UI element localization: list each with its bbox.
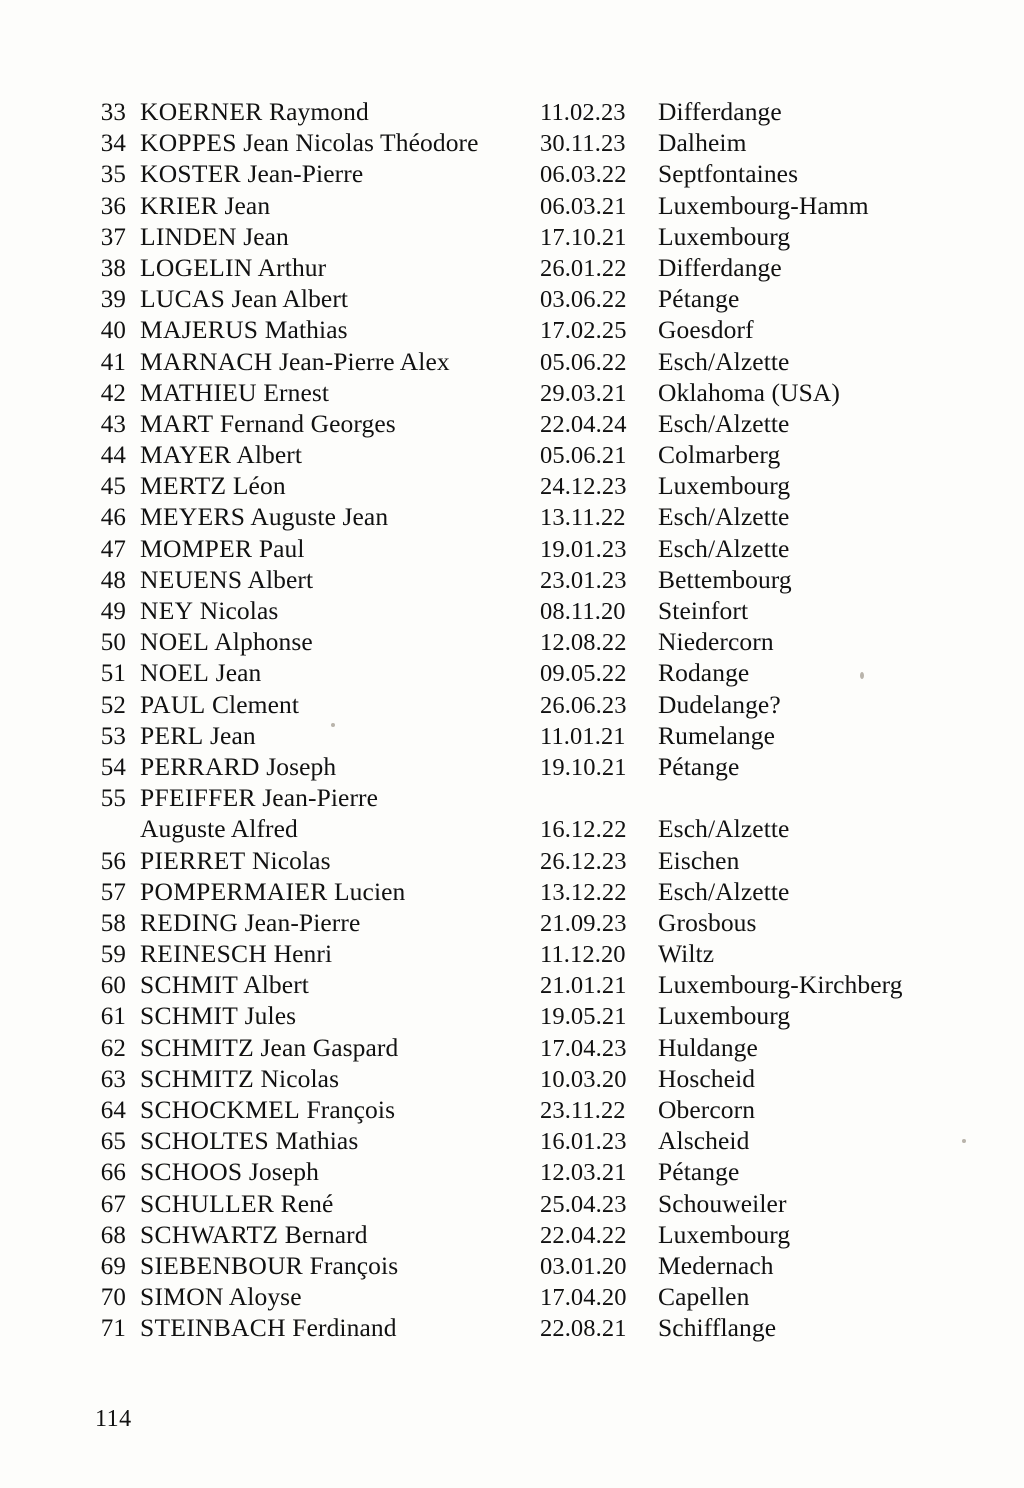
entry-surname: SCHOOS	[140, 1157, 243, 1187]
entry-date: 13.11.22	[540, 504, 626, 532]
entry-given-name: Jean-Pierre	[247, 159, 364, 189]
entry-surname: POMPERMAIER	[140, 876, 328, 906]
entry-row	[92, 439, 972, 470]
entry-given-name: Aloyse	[228, 1282, 302, 1312]
entry-name	[140, 876, 540, 907]
entry-place: Luxembourg-Kirchberg	[658, 970, 903, 1000]
entry-row	[92, 1312, 972, 1343]
entry-date: 06.03.21	[540, 192, 627, 220]
entry-place: Luxembourg-Hamm	[658, 190, 869, 220]
entry-number: 41	[100, 348, 126, 376]
entry-given-name: René	[280, 1188, 334, 1218]
entry-surname: SCHMITZ	[140, 1032, 255, 1062]
entry-name	[140, 1281, 540, 1312]
entry-name	[140, 439, 540, 470]
entry-number: 44	[100, 442, 126, 470]
entry-row	[92, 470, 972, 501]
entry-row	[92, 221, 972, 252]
entry-surname: KOSTER	[140, 159, 241, 189]
entry-number: 54	[100, 753, 126, 781]
entry-given-name: Lucien	[334, 876, 406, 906]
entry-surname: MEYERS	[140, 502, 246, 532]
entry-row	[92, 127, 972, 158]
entry-place: Pétange	[658, 751, 740, 781]
entry-given-name: Nicolas	[260, 1063, 340, 1093]
entry-number: 63	[100, 1065, 126, 1093]
entry-row	[92, 1188, 972, 1219]
entry-place: Esch/Alzette	[658, 502, 790, 532]
entry-given-name: François	[309, 1250, 399, 1280]
entry-date: 29.03.21	[540, 379, 627, 407]
entry-surname: MAJERUS	[140, 315, 259, 345]
entry-given-name: Joseph	[266, 751, 337, 781]
entry-date: 22.08.21	[540, 1315, 627, 1343]
entry-row	[92, 252, 972, 283]
entry-given-name: Albert	[243, 970, 309, 1000]
entry-place: Septfontaines	[658, 159, 799, 189]
entry-number: 51	[100, 660, 126, 688]
entry-place: Eischen	[658, 845, 740, 875]
entry-given-name: Jean-Pierre	[244, 907, 361, 937]
entry-given-name: François	[306, 1095, 396, 1124]
entry-place: Niedercorn	[658, 627, 774, 657]
entry-name	[140, 595, 540, 626]
entry-date: 05.06.22	[540, 348, 627, 376]
entry-row	[92, 876, 972, 907]
entry-given-name: Jean	[215, 658, 262, 688]
entry-number: 65	[100, 1128, 126, 1156]
entry-given-name: Léon	[232, 471, 286, 501]
entry-date: 23.01.23	[540, 566, 627, 594]
entry-name	[140, 1156, 540, 1187]
entry-name	[140, 377, 540, 408]
entry-name	[140, 314, 540, 345]
entry-row	[92, 158, 972, 189]
entry-name	[140, 1094, 540, 1125]
entry-given-name: Henri	[273, 939, 333, 969]
entry-row-continuation	[92, 813, 972, 844]
entry-date: 16.01.23	[540, 1128, 627, 1156]
entry-row	[92, 907, 972, 938]
entry-surname: KRIER	[140, 190, 218, 220]
entry-name	[140, 751, 540, 782]
entry-date: 03.01.20	[540, 1252, 627, 1280]
entry-date: 12.08.22	[540, 629, 627, 657]
entry-given-name: Auguste Jean	[250, 502, 389, 532]
entry-date: 09.05.22	[540, 660, 627, 688]
entry-number: 64	[100, 1097, 126, 1124]
entry-given-name: Jean	[224, 190, 271, 220]
entry-number: 40	[100, 317, 126, 345]
entry-given-name: Raymond	[269, 97, 369, 126]
entry-number: 47	[100, 535, 126, 563]
entry-row	[92, 564, 972, 595]
entry-number: 43	[100, 410, 126, 438]
entry-name	[140, 221, 540, 252]
entry-surname: SCHOCKMEL	[140, 1095, 300, 1124]
page-number: 114	[95, 1406, 132, 1432]
entry-surname: PIERRET	[140, 845, 246, 875]
entry-number: 69	[100, 1252, 126, 1280]
entry-given-name: Albert	[247, 564, 314, 594]
entry-number: 62	[100, 1034, 126, 1062]
entry-surname: NEUENS	[140, 564, 243, 594]
entry-given-name: Jean Nicolas Théodore	[243, 128, 479, 158]
entry-surname: PAUL	[140, 689, 206, 719]
entry-name	[140, 408, 540, 439]
entry-number: 61	[100, 1003, 126, 1031]
entry-number: 71	[100, 1315, 126, 1343]
entry-surname: LINDEN	[140, 221, 237, 251]
entry-name	[140, 1125, 540, 1156]
entry-given-name-continued: Auguste Alfred	[140, 814, 298, 844]
entry-date: 30.11.23	[540, 130, 626, 158]
entry-place: Esch/Alzette	[658, 408, 790, 438]
entry-row	[92, 283, 972, 314]
entry-given-name: Fernand Georges	[219, 408, 396, 438]
entry-list	[92, 96, 972, 1344]
entry-name	[140, 907, 540, 938]
entry-place: Goesdorf	[658, 315, 754, 345]
entry-surname: MARNACH	[140, 346, 273, 376]
entry-row	[92, 1219, 972, 1250]
entry-surname: LOGELIN	[140, 252, 253, 282]
entry-surname: SCHMIT	[140, 970, 239, 1000]
entry-place: Alscheid	[658, 1126, 750, 1156]
entry-place: Esch/Alzette	[658, 876, 790, 906]
entry-given-name: Clement	[211, 689, 300, 719]
entry-place: Oklahoma (USA)	[658, 377, 840, 407]
entry-number: 57	[100, 878, 126, 906]
entry-place: Pétange	[658, 1157, 740, 1187]
entry-date: 21.09.23	[540, 909, 627, 937]
entry-row	[92, 533, 972, 564]
entry-place: Schifflange	[658, 1313, 777, 1343]
entry-date: 11.01.21	[540, 722, 626, 750]
entry-row	[92, 314, 972, 345]
entry-date: 26.12.23	[540, 847, 627, 875]
entry-number: 39	[100, 286, 126, 314]
entry-date: 12.03.21	[540, 1159, 627, 1187]
entry-row	[92, 720, 972, 751]
entry-name	[140, 1000, 540, 1031]
entry-place: Colmarberg	[658, 440, 781, 470]
entry-date: 26.01.22	[540, 254, 627, 282]
entry-date: 23.11.22	[540, 1097, 626, 1124]
entry-name	[140, 470, 540, 501]
entry-date: 24.12.23	[540, 473, 627, 501]
entry-name	[140, 533, 540, 564]
entry-given-name: Ernest	[263, 377, 330, 407]
entry-name	[140, 1032, 540, 1063]
entry-surname: STEINBACH	[140, 1313, 286, 1343]
entry-date: 10.03.20	[540, 1065, 627, 1093]
entry-surname: PERL	[140, 720, 204, 750]
entry-number: 49	[100, 598, 126, 625]
entry-name	[140, 346, 540, 377]
entry-number: 60	[100, 972, 126, 1000]
entry-date: 05.06.21	[540, 442, 627, 470]
entry-surname: REINESCH	[140, 939, 268, 969]
entry-place: Esch/Alzette	[658, 346, 790, 376]
entry-name	[140, 283, 540, 314]
entry-given-name: Ferdinand	[292, 1313, 397, 1343]
entry-row	[92, 408, 972, 439]
entry-date: 26.06.23	[540, 691, 627, 719]
entry-surname: LUCAS	[140, 284, 226, 314]
entry-name	[140, 782, 540, 813]
entry-date: 17.04.20	[540, 1284, 627, 1312]
entry-given-name: Jean-Pierre	[262, 783, 379, 813]
entry-name	[140, 720, 540, 751]
entry-number: 70	[100, 1284, 126, 1312]
entry-place: Pétange	[658, 284, 740, 314]
entry-row	[92, 377, 972, 408]
entry-place: Schouweiler	[658, 1188, 787, 1218]
entry-date: 16.12.22	[540, 816, 627, 844]
entry-place: Medernach	[658, 1250, 774, 1280]
entry-row	[92, 1156, 972, 1187]
entry-row	[92, 595, 972, 626]
entry-place: Steinfort	[658, 596, 749, 625]
entry-row	[92, 96, 972, 127]
entry-place: Esch/Alzette	[658, 814, 790, 844]
entry-given-name: Albert	[236, 440, 303, 470]
entry-surname: MERTZ	[140, 471, 227, 501]
entry-surname: SCHMIT	[140, 1001, 239, 1031]
entry-name	[140, 158, 540, 189]
entry-name	[140, 501, 540, 532]
entry-given-name: Paul	[258, 533, 305, 563]
entry-name	[140, 252, 540, 283]
entry-number: 53	[100, 722, 126, 750]
entry-row	[92, 190, 972, 221]
entry-place: Luxembourg	[658, 471, 791, 501]
entry-given-name: Jean-Pierre Alex	[278, 346, 450, 376]
entry-surname: SIMON	[140, 1282, 224, 1312]
entry-name	[140, 938, 540, 969]
entry-row	[92, 346, 972, 377]
entry-surname: SCHWARTZ	[140, 1219, 279, 1249]
entry-surname: NOEL	[140, 627, 210, 657]
entry-row	[92, 1032, 972, 1063]
entry-row	[92, 1281, 972, 1312]
entry-surname: SCHOLTES	[140, 1126, 269, 1156]
entry-number: 34	[100, 130, 126, 158]
entry-row	[92, 845, 972, 876]
entry-number: 46	[100, 504, 126, 532]
entry-surname: MATHIEU	[140, 377, 257, 407]
entry-given-name: Jean Albert	[231, 284, 349, 314]
entry-date: 17.04.23	[540, 1034, 627, 1062]
entry-row	[92, 1250, 972, 1281]
entry-name	[140, 190, 540, 221]
entry-date: 17.02.25	[540, 317, 627, 345]
entry-row	[92, 689, 972, 720]
entry-date: 22.04.22	[540, 1221, 627, 1249]
entry-given-name: Joseph	[248, 1157, 319, 1187]
entry-given-name: Jean	[243, 221, 289, 251]
entry-given-name: Jean	[210, 720, 256, 750]
entry-name	[140, 1219, 540, 1250]
entry-date: 11.02.23	[540, 99, 626, 126]
entry-name	[140, 626, 540, 657]
entry-row	[92, 1000, 972, 1031]
entry-place: Rumelange	[658, 720, 776, 750]
entry-given-name: Jean Gaspard	[260, 1032, 399, 1062]
entry-surname: SCHULLER	[140, 1188, 275, 1218]
entry-given-name: Jules	[244, 1001, 297, 1031]
entry-date: 19.05.21	[540, 1003, 627, 1031]
entry-number: 56	[100, 847, 126, 875]
entry-surname: NEY	[140, 596, 194, 625]
entry-number: 68	[100, 1221, 126, 1249]
entry-date: 19.01.23	[540, 535, 627, 563]
entry-name	[140, 969, 540, 1000]
entry-name	[140, 657, 540, 688]
entry-date: 08.11.20	[540, 598, 626, 625]
entry-row	[92, 657, 972, 688]
entry-date: 22.04.24	[540, 410, 627, 438]
entry-date: 21.01.21	[540, 972, 627, 1000]
entry-number: 42	[100, 379, 126, 407]
entry-number: 59	[100, 941, 126, 969]
entry-place: Dalheim	[658, 128, 747, 158]
entry-number: 50	[100, 629, 126, 657]
entry-name	[140, 689, 540, 720]
entry-place: Obercorn	[658, 1095, 756, 1124]
entry-place: Differdange	[658, 252, 782, 282]
entry-place: Bettembourg	[658, 564, 792, 594]
entry-name	[140, 845, 540, 876]
entry-given-name: Nicolas	[252, 845, 331, 875]
entry-name	[140, 564, 540, 595]
entry-given-name: Mathias	[275, 1126, 359, 1156]
entry-place: Luxembourg	[658, 1219, 791, 1249]
entry-number: 58	[100, 909, 126, 937]
entry-row	[92, 626, 972, 657]
entry-row	[92, 1125, 972, 1156]
entry-row	[92, 501, 972, 532]
entry-given-name: Nicolas	[199, 596, 279, 625]
entry-place: Wiltz	[658, 939, 715, 969]
entry-surname: MART	[140, 408, 214, 438]
entry-surname: PFEIFFER	[140, 783, 256, 813]
entry-name	[140, 1312, 540, 1343]
entry-number: 38	[100, 254, 126, 282]
entry-place: Luxembourg	[658, 1001, 791, 1031]
entry-name	[140, 96, 540, 127]
entry-name	[140, 1063, 540, 1094]
entry-place: Luxembourg	[658, 221, 791, 251]
entry-date: 06.03.22	[540, 161, 627, 189]
entry-surname: PERRARD	[140, 751, 260, 781]
entry-number: 35	[100, 161, 126, 189]
entry-place: Differdange	[658, 97, 782, 126]
entry-place: Capellen	[658, 1282, 750, 1312]
entry-place: Hoscheid	[658, 1063, 756, 1093]
entry-place: Esch/Alzette	[658, 533, 790, 563]
entry-place: Dudelange?	[658, 689, 781, 719]
entry-given-name: Mathias	[264, 315, 348, 345]
entry-row	[92, 938, 972, 969]
entry-number: 67	[100, 1190, 126, 1218]
entry-place: Grosbous	[658, 907, 757, 937]
entry-date: 11.12.20	[540, 941, 626, 969]
entry-given-name: Arthur	[257, 252, 327, 282]
entry-row	[92, 1094, 972, 1125]
entry-number: 55	[100, 785, 126, 813]
entry-number: 52	[100, 691, 126, 719]
entry-surname: MAYER	[140, 440, 232, 470]
entry-number: 45	[100, 473, 126, 501]
entry-surname: REDING	[140, 907, 239, 937]
entry-surname: NOEL	[140, 658, 210, 688]
entry-name	[140, 1188, 540, 1219]
entry-date: 03.06.22	[540, 286, 627, 314]
entry-date: 17.10.21	[540, 223, 627, 251]
entry-place: Huldange	[658, 1032, 758, 1062]
entry-name	[140, 127, 540, 158]
entry-given-name: Bernard	[284, 1219, 368, 1249]
entry-row	[92, 1063, 972, 1094]
entry-given-name: Alphonse	[214, 627, 313, 657]
entry-date: 19.10.21	[540, 753, 627, 781]
entry-surname: SCHMITZ	[140, 1063, 255, 1093]
entry-number: 37	[100, 223, 126, 251]
entry-number: 36	[100, 192, 126, 220]
entry-surname: KOERNER	[140, 97, 263, 126]
entry-number: 33	[100, 99, 126, 126]
entry-name	[140, 1250, 540, 1281]
entry-row	[92, 751, 972, 782]
entry-row	[92, 782, 972, 813]
entry-date: 13.12.22	[540, 878, 627, 906]
entry-number: 66	[100, 1159, 126, 1187]
entry-surname: MOMPER	[140, 533, 253, 563]
entry-date: 25.04.23	[540, 1190, 627, 1218]
entry-row	[92, 969, 972, 1000]
entry-number: 48	[100, 566, 126, 594]
entry-surname: KOPPES	[140, 128, 237, 158]
entry-surname: SIEBENBOUR	[140, 1250, 304, 1280]
entry-place: Rodange	[658, 658, 750, 688]
